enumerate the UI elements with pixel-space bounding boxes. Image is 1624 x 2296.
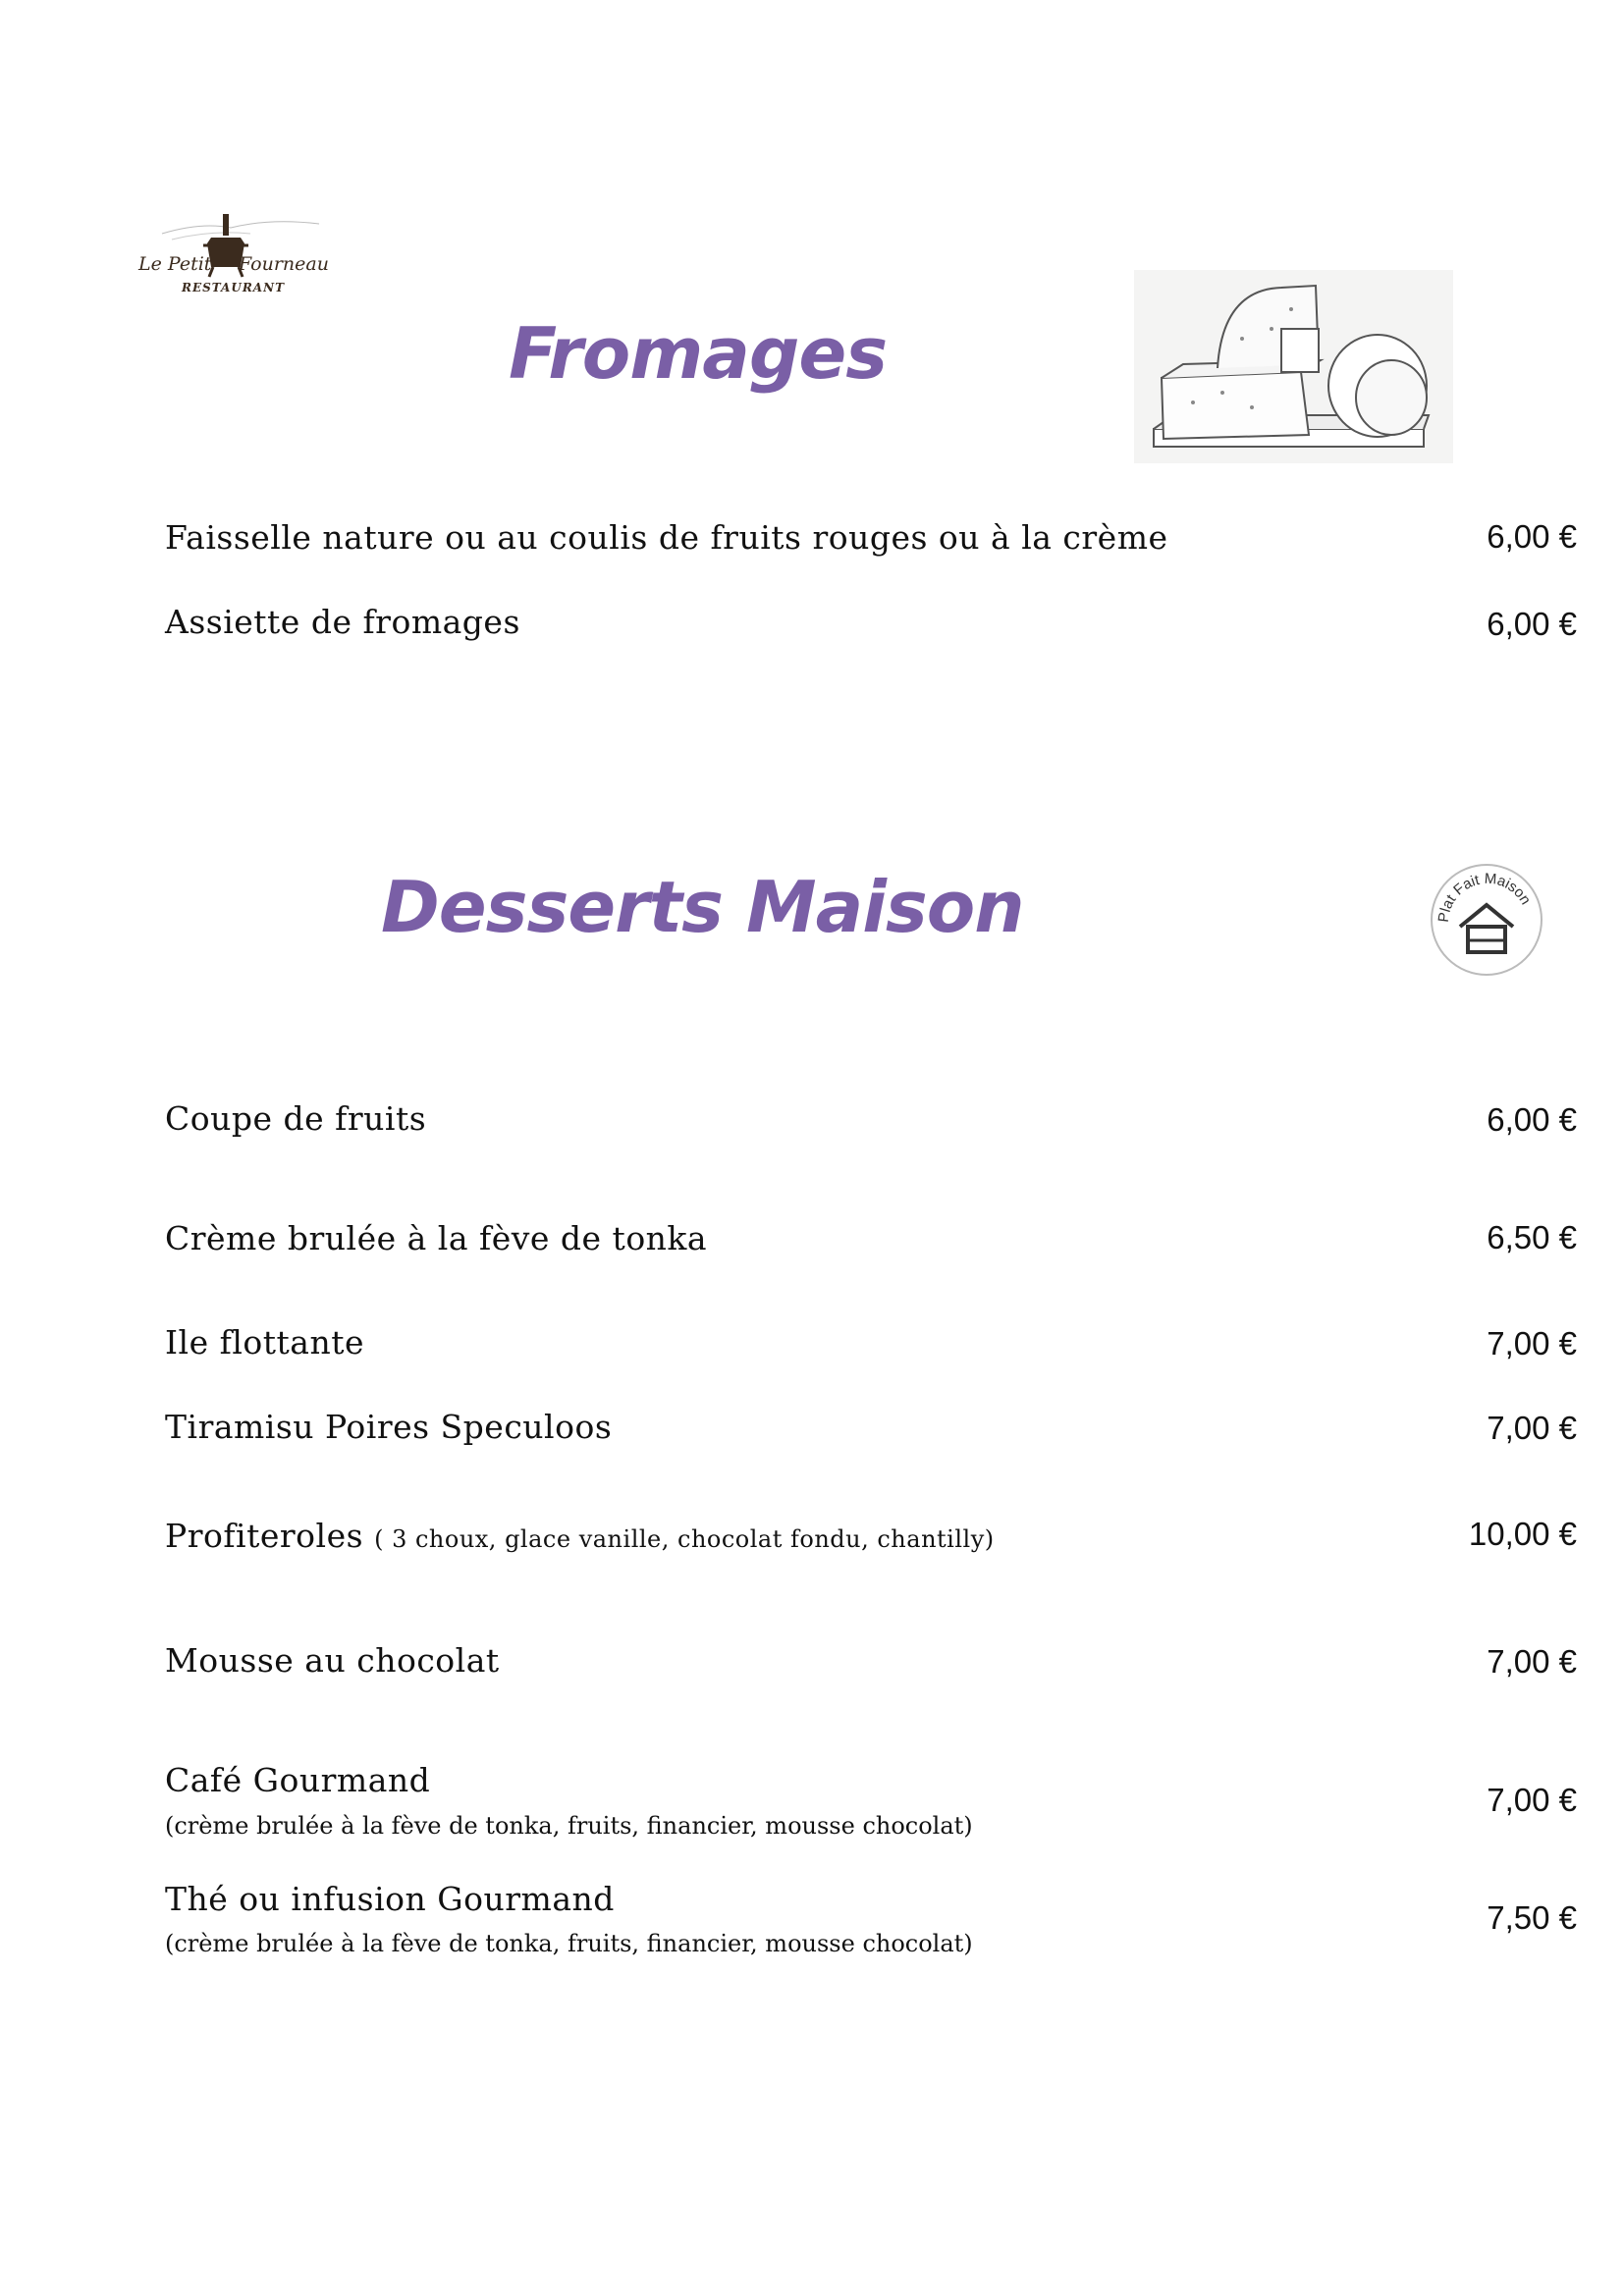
menu-item-name: Mousse au chocolat — [165, 1641, 500, 1680]
section-title-fromages: Fromages — [509, 312, 888, 395]
menu-item-price: 7,00 € — [1487, 1410, 1577, 1446]
logo-text-left: Le Petit — [138, 253, 212, 275]
menu-item-description: ( 3 choux, glace vanille, chocolat fondu, chantilly) — [374, 1525, 995, 1553]
menu-item-price: 7,00 € — [1487, 1325, 1577, 1362]
menu-item-price: 6,00 € — [1487, 518, 1577, 555]
cheese-illustration — [1134, 270, 1453, 463]
restaurant-logo — [133, 204, 329, 302]
menu-item-description: (crème brulée à la fève de tonka, fruits, financier, mousse chocolat) — [165, 1812, 973, 1840]
menu-item-name: Faisselle nature ou au coulis de fruits rouges ou à la crème — [165, 518, 1168, 557]
menu-item-price: 6,00 € — [1487, 1101, 1577, 1138]
menu-item-price: 7,00 € — [1487, 1782, 1577, 1818]
menu-item-name: Tiramisu Poires Speculoos — [165, 1408, 613, 1446]
menu-item-description: (crème brulée à la fève de tonka, fruits, financier, mousse chocolat) — [165, 1930, 973, 1957]
menu-item-price: 6,00 € — [1487, 606, 1577, 642]
menu-item-name: Café Gourmand — [165, 1761, 431, 1799]
menu-item-price: 7,00 € — [1487, 1643, 1577, 1680]
menu-item-name: Crème brulée à la fève de tonka — [165, 1219, 708, 1257]
section-title-desserts: Desserts Maison — [381, 866, 1024, 948]
menu-item-name: Thé ou infusion Gourmand — [165, 1880, 615, 1918]
logo-text-right: Fourneau — [239, 253, 329, 275]
menu-item-price: 7,50 € — [1487, 1899, 1577, 1936]
plat-fait-maison-badge — [1429, 862, 1544, 978]
menu-item-price: 6,50 € — [1487, 1219, 1577, 1255]
cheese-icon — [1134, 270, 1453, 463]
menu-item-row-profiteroles — [165, 1517, 995, 1555]
menu-item-price: 10,00 € — [1468, 1516, 1577, 1552]
badge-text: Plat Fait Maison — [1435, 870, 1535, 924]
menu-item-name: Assiette de fromages — [165, 603, 520, 641]
house-icon — [1429, 862, 1544, 978]
menu-item-name: Profiteroles — [165, 1517, 364, 1555]
menu-item-name: Ile flottante — [165, 1323, 364, 1362]
menu-item-name: Coupe de fruits — [165, 1099, 427, 1138]
logo-subtitle: RESTAURANT — [182, 281, 286, 294]
